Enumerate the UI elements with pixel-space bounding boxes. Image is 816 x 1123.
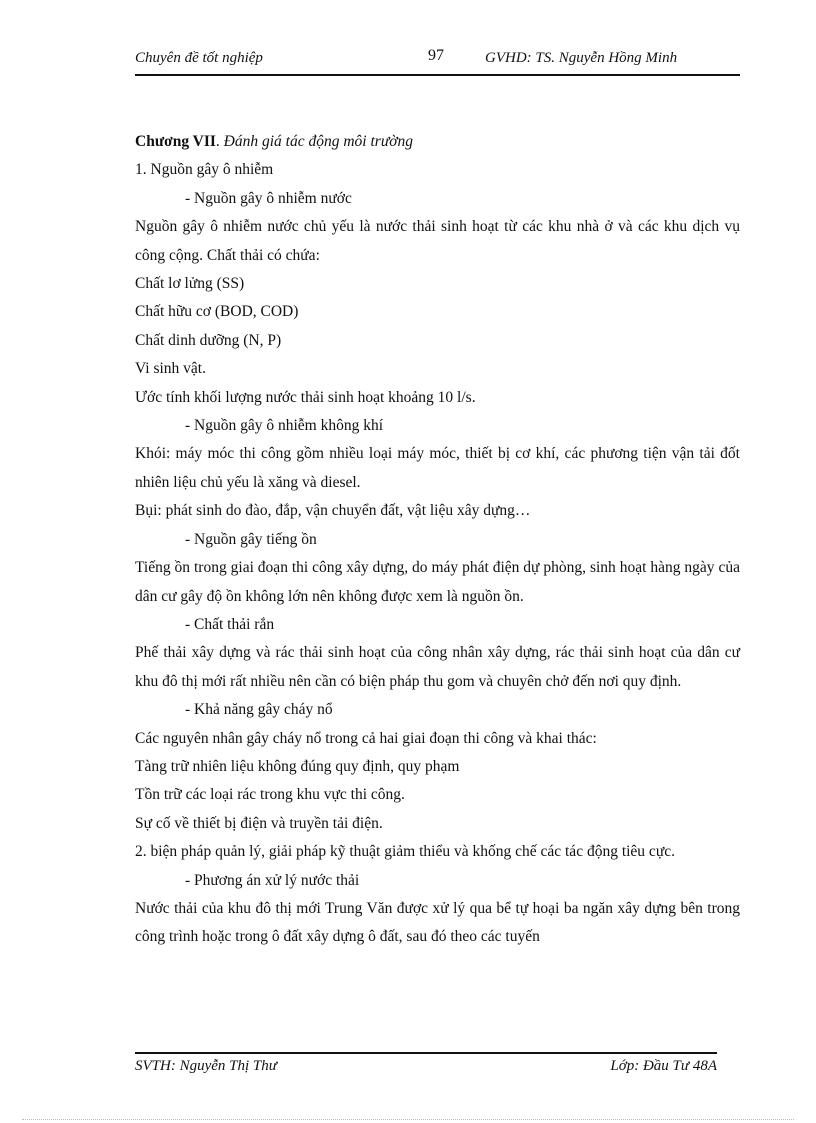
header-advisor: GVHD: TS. Nguyễn Hồng Minh <box>485 50 678 66</box>
subsection-heading: - Nguồn gây ô nhiễm không khí <box>185 417 384 435</box>
subsection-heading: - Chất thải rắn <box>185 615 275 633</box>
page-header <box>135 46 740 76</box>
paragraph: Các nguyên nhân gây cháy nổ trong cả hai giai đoạn thi công và khai thác: <box>135 729 597 747</box>
paragraph: Bụi: phát sinh do đào, đắp, vận chuyển đất, vật liệu xây dựng… <box>135 502 531 520</box>
subsection-heading: - Khả năng gây cháy nổ <box>185 701 333 719</box>
chapter-heading <box>135 128 740 156</box>
paragraph: Khói: máy móc thi công gồm nhiều loại máy móc, thiết bị cơ khí, các phương tiện vận tải đốt nhiên liệu chủ yếu là xăng và diesel. <box>135 445 740 491</box>
footer-student: SVTH: Nguyễn Thị Thư <box>135 1058 277 1074</box>
list-line: Chất lơ lửng (SS) <box>135 275 245 293</box>
chapter-label: Chương VII <box>135 133 216 150</box>
list-line: Tồn trữ các loại rác trong khu vực thi công. <box>135 786 405 804</box>
paragraph: Nước thải của khu đô thị mới Trung Văn được xử lý qua bể tự hoại ba ngăn xây dựng bên trong công trình hoặc trong ô đất xây dựng ô đất, sau đó theo các tuyến <box>135 899 740 946</box>
list-line: Tàng trữ nhiên liệu không đúng quy định, quy phạm <box>135 757 460 775</box>
paragraph: Tiếng ồn trong giai đoạn thi công xây dựng, do máy phát điện dự phòng, sinh hoạt hàng ngày của dân cư gây độ ồn không lớn nên không được xem là nguồn ồn. <box>135 559 740 605</box>
document-body <box>135 128 740 952</box>
paragraph: Nguồn gây ô nhiễm nước chủ yếu là nước thải sinh hoạt từ các khu nhà ở và các khu dịch vụ công cộng. Chất thải có chứa: <box>135 218 740 264</box>
paragraph: Ước tính khối lượng nước thải sinh hoạt khoảng 10 l/s. <box>135 388 476 406</box>
paragraph: Phế thải xây dựng và rác thải sinh hoạt của công nhân xây dựng, rác thải sinh hoạt của dân cư khu đô thị mới rất nhiều nên cần có biện pháp thu gom và chuyên chở đến nơi quy định. <box>135 644 740 690</box>
section-heading: 1. Nguồn gây ô nhiễm <box>135 161 274 179</box>
list-line: Sự cố về thiết bị điện và truyền tải điện. <box>135 814 383 832</box>
footer-class: Lớp: Đầu Tư 48A <box>610 1058 717 1074</box>
header-thesis-title: Chuyên đề tốt nghiệp <box>135 50 263 66</box>
page-footer <box>135 1052 717 1074</box>
subsection-heading: - Nguồn gây tiếng ồn <box>185 530 317 548</box>
list-line: Chất hữu cơ (BOD, COD) <box>135 303 299 321</box>
page-number: 97 <box>428 47 444 64</box>
chapter-title: Đánh giá tác động môi trường <box>223 133 414 150</box>
list-line: Vi sinh vật. <box>135 360 206 378</box>
chapter-separator: . <box>215 133 224 150</box>
subsection-heading: - Phương án xử lý nước thải <box>185 871 360 889</box>
list-line: Chất dinh dưỡng (N, P) <box>135 331 282 349</box>
page-edge-divider <box>22 1119 794 1120</box>
subsection-heading: - Nguồn gây ô nhiễm nước <box>185 189 352 207</box>
section-heading: 2. biện pháp quản lý, giải pháp kỹ thuật giảm thiểu và khống chế các tác động tiêu cực. <box>135 843 675 861</box>
